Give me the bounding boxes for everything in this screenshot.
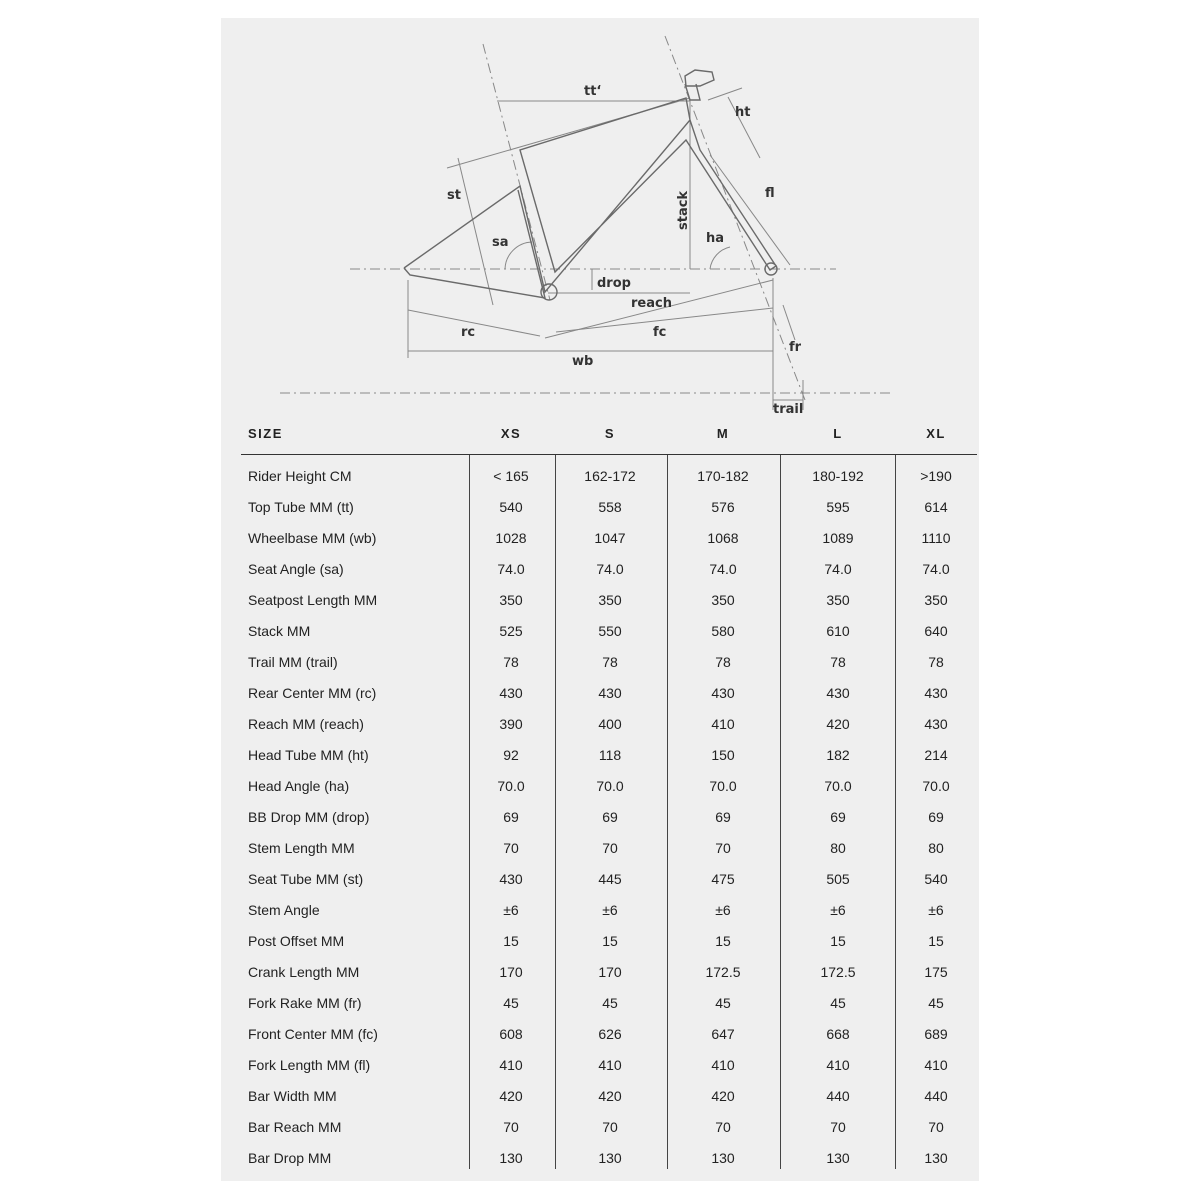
row-value: 70.0 bbox=[922, 778, 950, 794]
row-value: 610 bbox=[826, 623, 850, 639]
table-row bbox=[221, 932, 979, 963]
table-row bbox=[221, 1118, 979, 1149]
row-value: 130 bbox=[598, 1150, 622, 1166]
row-label: Wheelbase MM (wb) bbox=[248, 530, 377, 546]
row-value: 410 bbox=[711, 716, 735, 732]
row-value: 350 bbox=[598, 592, 622, 608]
row-value: 1047 bbox=[594, 530, 626, 546]
row-value: 410 bbox=[598, 1057, 622, 1073]
row-value: 118 bbox=[598, 747, 622, 763]
header-l: L bbox=[833, 426, 843, 441]
row-value: 440 bbox=[826, 1088, 850, 1104]
row-value: 69 bbox=[602, 809, 618, 825]
row-value: 74.0 bbox=[922, 561, 950, 577]
row-value: 70 bbox=[503, 1119, 519, 1135]
table-row bbox=[221, 1149, 979, 1180]
row-value: 350 bbox=[499, 592, 523, 608]
row-value: 74.0 bbox=[596, 561, 624, 577]
header-size: SIZE bbox=[248, 426, 283, 441]
table-row bbox=[221, 498, 979, 529]
table-row bbox=[221, 591, 979, 622]
row-value: 80 bbox=[830, 840, 846, 856]
row-value: 172.5 bbox=[705, 964, 741, 980]
row-value: 400 bbox=[598, 716, 622, 732]
row-value: 540 bbox=[924, 871, 948, 887]
row-value: 540 bbox=[499, 499, 523, 515]
row-value: 70.0 bbox=[596, 778, 624, 794]
row-value: 69 bbox=[830, 809, 846, 825]
row-label: Reach MM (reach) bbox=[248, 716, 364, 732]
row-value: 420 bbox=[499, 1088, 523, 1104]
row-value: 130 bbox=[499, 1150, 523, 1166]
row-value: 420 bbox=[598, 1088, 622, 1104]
row-value: ±6 bbox=[503, 902, 519, 918]
row-value: 15 bbox=[715, 933, 731, 949]
row-value: 626 bbox=[598, 1026, 622, 1042]
row-label: Seat Angle (sa) bbox=[248, 561, 344, 577]
row-value: 608 bbox=[499, 1026, 523, 1042]
label-fl: fl bbox=[765, 186, 775, 201]
row-value: 1028 bbox=[495, 530, 527, 546]
row-value: 78 bbox=[830, 654, 846, 670]
row-label: Bar Width MM bbox=[248, 1088, 337, 1104]
geometry-panel bbox=[221, 18, 979, 1181]
row-value: 410 bbox=[826, 1057, 850, 1073]
table-row bbox=[221, 560, 979, 591]
row-value: 45 bbox=[715, 995, 731, 1011]
row-value: 162-172 bbox=[584, 468, 636, 484]
row-value: 80 bbox=[928, 840, 944, 856]
row-value: 1110 bbox=[921, 530, 951, 546]
row-value: 45 bbox=[602, 995, 618, 1011]
row-value: 45 bbox=[928, 995, 944, 1011]
header-xl: XL bbox=[926, 426, 946, 441]
table-row bbox=[221, 715, 979, 746]
row-value: ±6 bbox=[715, 902, 731, 918]
row-label: Stack MM bbox=[248, 623, 311, 639]
row-label: Stem Angle bbox=[248, 902, 320, 918]
row-value: 70 bbox=[602, 840, 618, 856]
label-sa: sa bbox=[492, 235, 509, 250]
row-value: 74.0 bbox=[497, 561, 525, 577]
header-divider bbox=[241, 454, 977, 455]
row-value: 45 bbox=[503, 995, 519, 1011]
row-value: 70 bbox=[830, 1119, 846, 1135]
row-value: 74.0 bbox=[824, 561, 852, 577]
row-value: 78 bbox=[928, 654, 944, 670]
row-value: 78 bbox=[602, 654, 618, 670]
row-value: 430 bbox=[924, 685, 948, 701]
row-value: 70 bbox=[928, 1119, 944, 1135]
row-value: ±6 bbox=[830, 902, 846, 918]
row-label: Post Offset MM bbox=[248, 933, 345, 949]
row-value: 550 bbox=[598, 623, 622, 639]
label-fc: fc bbox=[653, 325, 667, 340]
table-row bbox=[221, 901, 979, 932]
row-value: 130 bbox=[924, 1150, 948, 1166]
row-value: 45 bbox=[830, 995, 846, 1011]
table-row bbox=[221, 653, 979, 684]
row-value: 350 bbox=[826, 592, 850, 608]
row-value: 640 bbox=[924, 623, 948, 639]
row-value: 430 bbox=[499, 685, 523, 701]
row-value: 430 bbox=[924, 716, 948, 732]
table-row bbox=[221, 963, 979, 994]
table-row bbox=[221, 529, 979, 560]
label-tt: tt‘ bbox=[584, 84, 602, 99]
row-label: Rider Height CM bbox=[248, 468, 352, 484]
header-xs: XS bbox=[500, 426, 522, 441]
row-label: Front Center MM (fc) bbox=[248, 1026, 378, 1042]
row-value: 15 bbox=[830, 933, 846, 949]
row-label: BB Drop MM (drop) bbox=[248, 809, 370, 825]
row-value: 1089 bbox=[822, 530, 854, 546]
row-value: 74.0 bbox=[709, 561, 737, 577]
row-value: 576 bbox=[711, 499, 735, 515]
row-value: < 165 bbox=[493, 468, 529, 484]
row-label: Fork Length MM (fl) bbox=[248, 1057, 371, 1073]
label-ha: ha bbox=[706, 231, 725, 246]
row-label: Head Angle (ha) bbox=[248, 778, 350, 794]
row-value: 614 bbox=[924, 499, 948, 515]
label-wb: wb bbox=[572, 354, 594, 369]
row-value: 170-182 bbox=[697, 468, 749, 484]
row-label: Bar Reach MM bbox=[248, 1119, 342, 1135]
table-row bbox=[221, 777, 979, 808]
label-st: st bbox=[447, 188, 461, 203]
row-value: >190 bbox=[920, 468, 952, 484]
label-drop: drop bbox=[597, 276, 631, 291]
row-value: 505 bbox=[826, 871, 850, 887]
row-value: 410 bbox=[711, 1057, 735, 1073]
row-value: 475 bbox=[711, 871, 735, 887]
row-value: 595 bbox=[826, 499, 850, 515]
row-value: 430 bbox=[711, 685, 735, 701]
row-value: 78 bbox=[715, 654, 731, 670]
table-row bbox=[221, 684, 979, 715]
frame-geometry-diagram bbox=[221, 18, 979, 428]
row-value: 440 bbox=[924, 1088, 948, 1104]
row-value: 1068 bbox=[707, 530, 739, 546]
row-value: 15 bbox=[602, 933, 618, 949]
row-label: Stem Length MM bbox=[248, 840, 355, 856]
row-value: 70.0 bbox=[497, 778, 525, 794]
row-label: Seatpost Length MM bbox=[248, 592, 378, 608]
table-row bbox=[221, 746, 979, 777]
row-value: 69 bbox=[715, 809, 731, 825]
row-value: 15 bbox=[928, 933, 944, 949]
row-value: 410 bbox=[499, 1057, 523, 1073]
row-label: Head Tube MM (ht) bbox=[248, 747, 369, 763]
row-value: 130 bbox=[711, 1150, 735, 1166]
row-value: 70 bbox=[602, 1119, 618, 1135]
row-value: 78 bbox=[503, 654, 519, 670]
table-row bbox=[221, 467, 979, 498]
row-value: 580 bbox=[711, 623, 735, 639]
row-value: 350 bbox=[924, 592, 948, 608]
row-value: 172.5 bbox=[820, 964, 856, 980]
row-value: 170 bbox=[598, 964, 622, 980]
row-value: 69 bbox=[928, 809, 944, 825]
row-value: 647 bbox=[711, 1026, 735, 1042]
row-value: 430 bbox=[598, 685, 622, 701]
row-label: Crank Length MM bbox=[248, 964, 360, 980]
table-row bbox=[221, 1056, 979, 1087]
row-label: Rear Center MM (rc) bbox=[248, 685, 377, 701]
row-value: 130 bbox=[826, 1150, 850, 1166]
header-s: S bbox=[604, 426, 616, 441]
table-row bbox=[221, 870, 979, 901]
row-value: 350 bbox=[711, 592, 735, 608]
row-value: 150 bbox=[711, 747, 735, 763]
table-row bbox=[221, 839, 979, 870]
label-trail: trail bbox=[773, 402, 804, 417]
label-reach: reach bbox=[631, 296, 672, 311]
label-ht: ht bbox=[735, 105, 751, 120]
row-value: ±6 bbox=[602, 902, 618, 918]
row-value: 180-192 bbox=[812, 468, 864, 484]
label-stack: stack bbox=[676, 190, 691, 230]
row-value: 170 bbox=[499, 964, 523, 980]
row-label: Top Tube MM (tt) bbox=[248, 499, 354, 515]
row-label: Bar Drop MM bbox=[248, 1150, 332, 1166]
row-value: 69 bbox=[503, 809, 519, 825]
table-row bbox=[221, 622, 979, 653]
row-value: 430 bbox=[826, 685, 850, 701]
table-row bbox=[221, 994, 979, 1025]
row-value: 420 bbox=[711, 1088, 735, 1104]
row-value: 558 bbox=[598, 499, 622, 515]
header-m: M bbox=[716, 426, 730, 441]
row-label: Fork Rake MM (fr) bbox=[248, 995, 362, 1011]
row-value: 70.0 bbox=[709, 778, 737, 794]
row-label: Trail MM (trail) bbox=[248, 654, 338, 670]
table-header bbox=[221, 426, 979, 448]
row-value: 92 bbox=[503, 747, 519, 763]
row-value: 70 bbox=[503, 840, 519, 856]
row-value: 175 bbox=[924, 964, 948, 980]
row-value: ±6 bbox=[928, 902, 944, 918]
row-value: 410 bbox=[924, 1057, 948, 1073]
row-label: Seat Tube MM (st) bbox=[248, 871, 364, 887]
row-value: 420 bbox=[826, 716, 850, 732]
table-row bbox=[221, 1025, 979, 1056]
row-value: 70 bbox=[715, 840, 731, 856]
label-rc: rc bbox=[461, 325, 476, 340]
label-fr: fr bbox=[789, 340, 802, 355]
row-value: 182 bbox=[826, 747, 850, 763]
table-row bbox=[221, 1087, 979, 1118]
row-value: 214 bbox=[924, 747, 948, 763]
table-row bbox=[221, 808, 979, 839]
row-value: 689 bbox=[924, 1026, 948, 1042]
row-value: 430 bbox=[499, 871, 523, 887]
row-value: 70 bbox=[715, 1119, 731, 1135]
row-value: 70.0 bbox=[824, 778, 852, 794]
row-value: 390 bbox=[499, 716, 523, 732]
row-value: 15 bbox=[503, 933, 519, 949]
row-value: 668 bbox=[826, 1026, 850, 1042]
row-value: 445 bbox=[598, 871, 622, 887]
row-value: 525 bbox=[499, 623, 523, 639]
